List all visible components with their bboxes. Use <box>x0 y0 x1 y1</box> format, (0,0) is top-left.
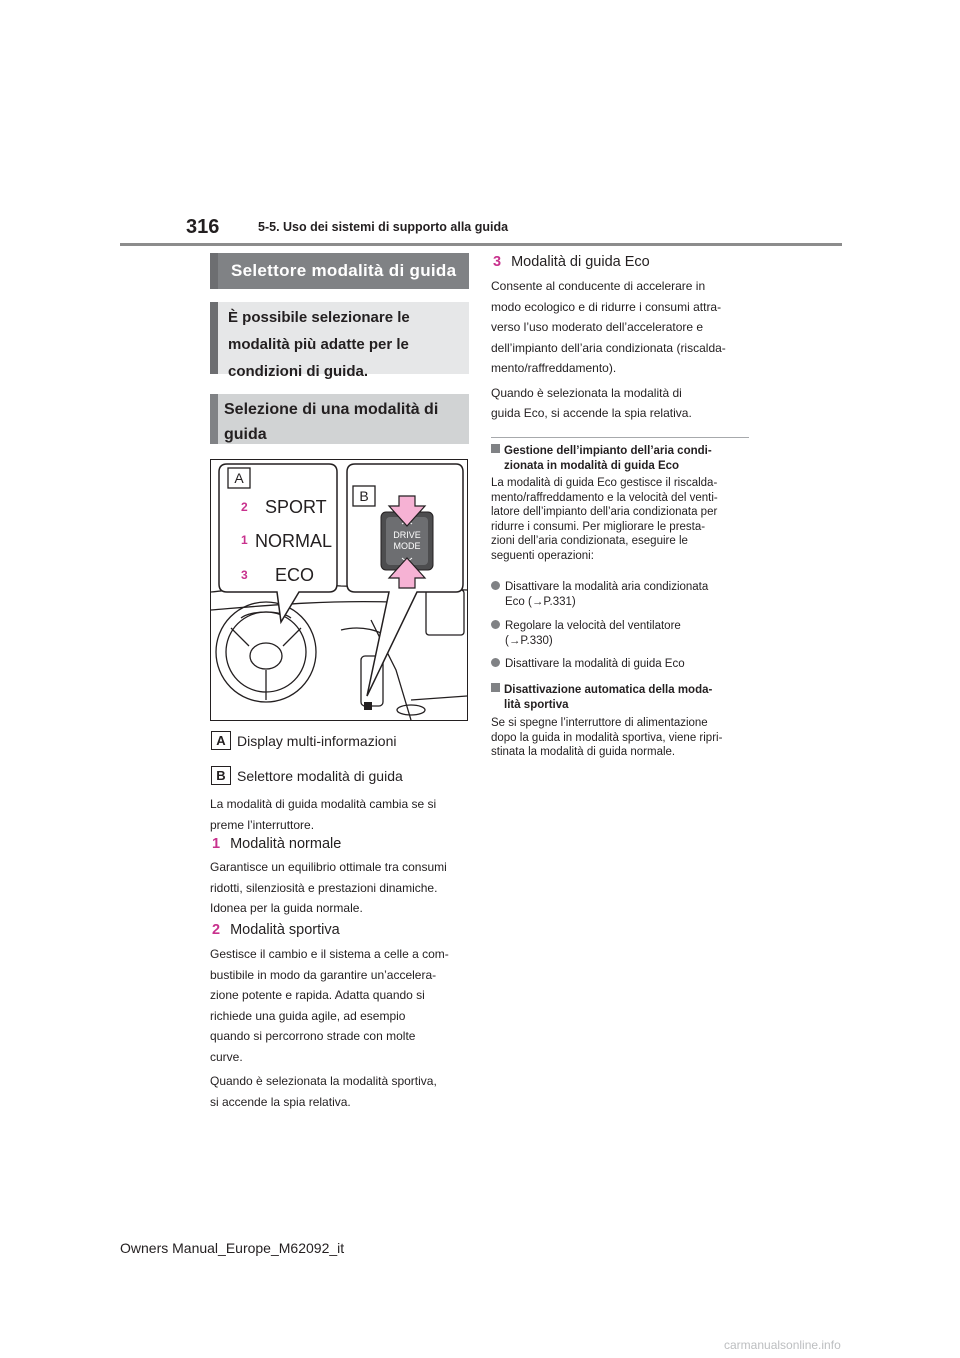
text-line: modo ecologico e di ridurre i consumi attra- <box>491 299 722 314</box>
legend-b-text: Selettore modalità di guida <box>237 767 403 784</box>
bullet-item <box>491 580 708 609</box>
text-line: Gestisce il cambio e il sistema a celle a com- <box>210 947 449 961</box>
round-bullet-icon <box>491 620 500 629</box>
switch-label-mode: MODE <box>393 541 421 551</box>
page-reference-link[interactable]: (→P.330) <box>505 634 553 647</box>
mode-label-sport: SPORT <box>265 497 327 517</box>
mode-num-eco: 3 <box>241 568 248 582</box>
mode-sport-number: 2 <box>212 922 221 938</box>
text-line: Disattivare la modalità aria condizionata <box>505 581 709 593</box>
dashboard-illustration <box>211 460 467 720</box>
note-heading-sport-reset <box>491 683 712 712</box>
text-line: zioni dell’aria condizionata, eseguire le <box>491 535 688 547</box>
text-line: Disattivare la modalità di guida Eco <box>505 658 685 670</box>
round-bullet-icon <box>491 658 500 667</box>
text-line: guida Eco, si accende la spia relativa. <box>491 406 692 420</box>
text-line: zionata in modalità di guida Eco <box>504 459 680 472</box>
mode-eco-description <box>491 276 726 424</box>
intro-box <box>210 302 469 380</box>
text-line: Consente al conducente di accelerare in <box>491 279 706 293</box>
text-line: mento/raffreddamento). <box>491 361 617 375</box>
text-line: dell’impianto dell’aria condizionata (riscalda- <box>491 340 726 355</box>
text-line: dopo la guida in modalità sportiva, viene ripri- <box>491 731 723 744</box>
text-line: Regolare la velocità del ventilatore <box>505 620 681 632</box>
header-rule <box>120 243 842 246</box>
text-line: Gestione dell’impianto dell’aria condi- <box>504 445 712 457</box>
text-line: curve. <box>210 1049 243 1064</box>
mode-eco-heading <box>493 254 650 270</box>
text-line: richiede una guida agile, ad esempio <box>210 1008 406 1023</box>
square-bullet-icon <box>491 683 500 692</box>
mode-eco-title: Modalità di guida Eco <box>511 254 650 270</box>
text-line: La modalità di guida Eco gestisce il riscalda- <box>491 477 718 489</box>
text-line: verso l’uso moderato dell’acceleratore e <box>491 320 704 334</box>
page-reference-link[interactable]: Eco (→P.331) <box>505 595 576 608</box>
note-paragraph-sport-reset <box>491 716 722 760</box>
switch-label-drive: DRIVE <box>393 530 421 540</box>
callout-a-letter: A <box>234 470 244 486</box>
text-line: preme l’interruttore. <box>210 817 315 832</box>
legend-a-key: A <box>211 731 231 750</box>
page-number: 316 <box>186 216 220 238</box>
text-line: Disattivazione automatica della moda- <box>504 684 713 696</box>
mode-sport-title: Modalità sportiva <box>230 922 340 938</box>
round-bullet-icon <box>491 581 500 590</box>
watermark: carmanualsonline.info <box>724 1338 841 1352</box>
text-line: Se si spegne l’interruttore di alimentazione <box>491 717 708 729</box>
text-line: latore dell’impianto dell’aria condizionata per <box>491 506 718 518</box>
square-bullet-icon <box>491 444 500 453</box>
mode-label-normal: NORMAL <box>255 531 333 551</box>
mode-normal-title: Modalità normale <box>230 836 342 852</box>
text-line: Garantisce un equilibrio ottimale tra consumi <box>210 860 447 874</box>
legend-b <box>211 766 403 785</box>
text-line: ridotti, silenziosità e prestazioni dinamiche. <box>210 880 438 895</box>
text-line: Idonea per la guida normale. <box>210 901 363 915</box>
mode-normal-description <box>210 857 447 919</box>
text-line: si accende la spia relativa. <box>210 1094 351 1109</box>
callout-b-letter: B <box>359 488 369 504</box>
text-line: ridurre i consumi. Per migliorare le presta- <box>491 520 706 533</box>
text-line: mento/raffreddamento e la velocità del venti- <box>491 491 718 504</box>
text-line: zione potente e rapida. Adatta quando si <box>210 988 425 1002</box>
legend-a-text: Display multi-informazioni <box>237 732 397 749</box>
legend-b-key: B <box>211 766 231 785</box>
bullet-item <box>491 657 685 672</box>
text-line: stinata la modalità di guida normale. <box>491 746 676 758</box>
text-line: Quando è selezionata la modalità sportiva, <box>210 1074 437 1088</box>
mode-normal-number: 1 <box>212 836 221 852</box>
text-line: La modalità di guida modalità cambia se si <box>210 797 437 811</box>
note-heading-eco-ac <box>491 444 712 473</box>
legend-a <box>211 731 397 750</box>
mode-sport-description <box>210 944 449 1112</box>
text-line: bustibile in modo da garantire un’accelera- <box>210 967 437 982</box>
mode-eco-number: 3 <box>493 254 502 270</box>
section-title: Selettore modalità di guida <box>210 253 469 289</box>
drive-mode-figure <box>210 459 468 721</box>
mode-num-normal: 1 <box>241 533 248 547</box>
bullet-item <box>491 619 681 648</box>
switch-location-marker <box>364 702 372 710</box>
chapter-title: 5-5. Uso dei sistemi di supporto alla guida <box>258 220 509 234</box>
mode-num-sport: 2 <box>241 500 248 514</box>
text-line: quando si percorrono strade con molte <box>210 1029 416 1043</box>
lead-paragraph <box>210 794 436 835</box>
mode-normal-heading <box>212 836 341 852</box>
text-line: Quando è selezionata la modalità di <box>491 385 682 400</box>
note-paragraph-eco-ac <box>491 476 718 563</box>
intro-text: È possibile selezionare le modalità più adatte per le condizioni di guida. <box>228 309 410 380</box>
mode-label-eco: ECO <box>275 565 315 585</box>
text-line: seguenti operazioni: <box>491 549 594 562</box>
mode-sport-heading <box>212 922 340 938</box>
section-divider <box>491 437 749 438</box>
text-line: lità sportiva <box>504 698 569 711</box>
footer-text: Owners Manual_Europe_M62092_it <box>120 1240 345 1256</box>
subsection-title: Selezione di una modalità di guida <box>210 394 469 444</box>
